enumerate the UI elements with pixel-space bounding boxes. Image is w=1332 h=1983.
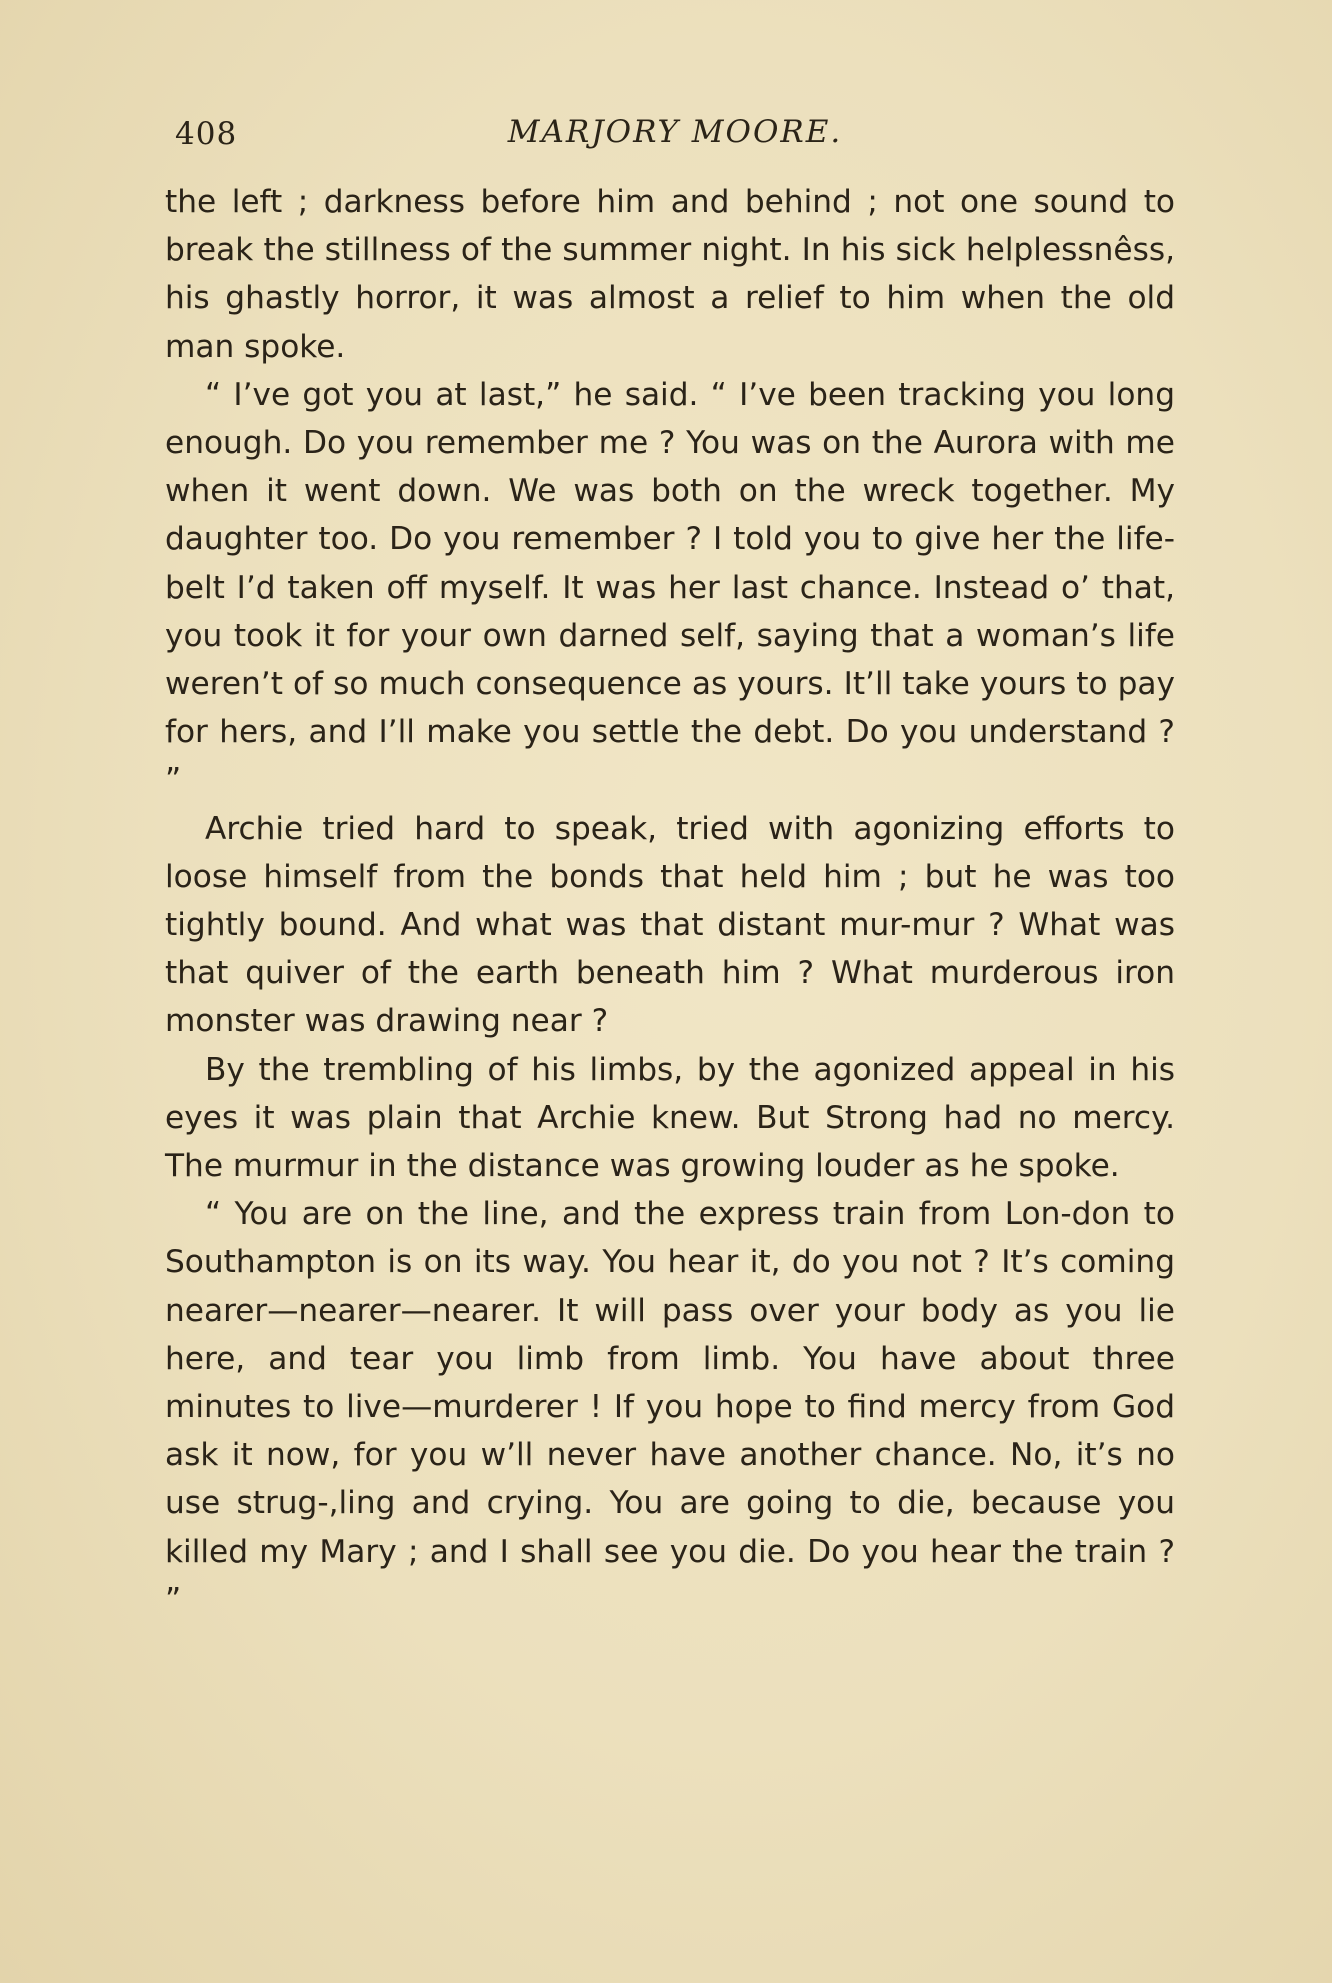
paragraph-5: “ You are on the line, and the express train from Lon-don to Southampton is on its way. You hear it, do you not ? It’s coming nearer—nearer—nearer. It will pass over your body as you lie here, and tear you limb from limb. You have about three minutes to live—murderer ! If you hope to find mercy from God ask it now, for you w’ll never have another chance. No, it’s no use strug-,ling and crying. You are going to die, because you killed my Mary ; and I shall see you die. Do you hear the train ? ” xyxy=(165,1196,1175,1618)
paragraph-2: “ I’ve got you at last,” he said. “ I’ve been tracking you long enough. Do you remember me ? You was on the Aurora with me when it went down. We was both on the wreck together. My daughter too. Do you remember ? I told you to give her the life-belt I’d taken off myself. It was her last chance. Instead o’ that, you took it for your own darned self, saying that a woman’s life weren’t of so much consequence as yours. It’ll take yours to pay for hers, and I’ll make you settle the debt. Do you understand ? ” xyxy=(165,376,1175,799)
body-text xyxy=(165,178,1175,1624)
running-title: MARJORY MOORE. xyxy=(507,114,843,150)
paragraph-1: the left ; darkness before him and behind ; not one sound to break the stillness of the summer night. In his sick helplessnêss, his ghastly horror, it was almost a relief to him when the old man spoke. xyxy=(165,184,1175,365)
paragraph-3: Archie tried hard to speak, tried with agonizing efforts to loose himself from the bonds that held him ; but he was too tightly bound. And what was that distant mur-mur ? What was that quiver of the earth beneath him ? What murderous iron monster was drawing near ? xyxy=(165,810,1175,1040)
page-number: 408 xyxy=(175,116,238,152)
paragraph-4: By the trembling of his limbs, by the agonized appeal in his eyes it was plain that Archie knew. But Strong had no mercy. The murmur in the distance was growing louder as he spoke. xyxy=(165,1051,1175,1185)
page-header xyxy=(165,112,1185,162)
